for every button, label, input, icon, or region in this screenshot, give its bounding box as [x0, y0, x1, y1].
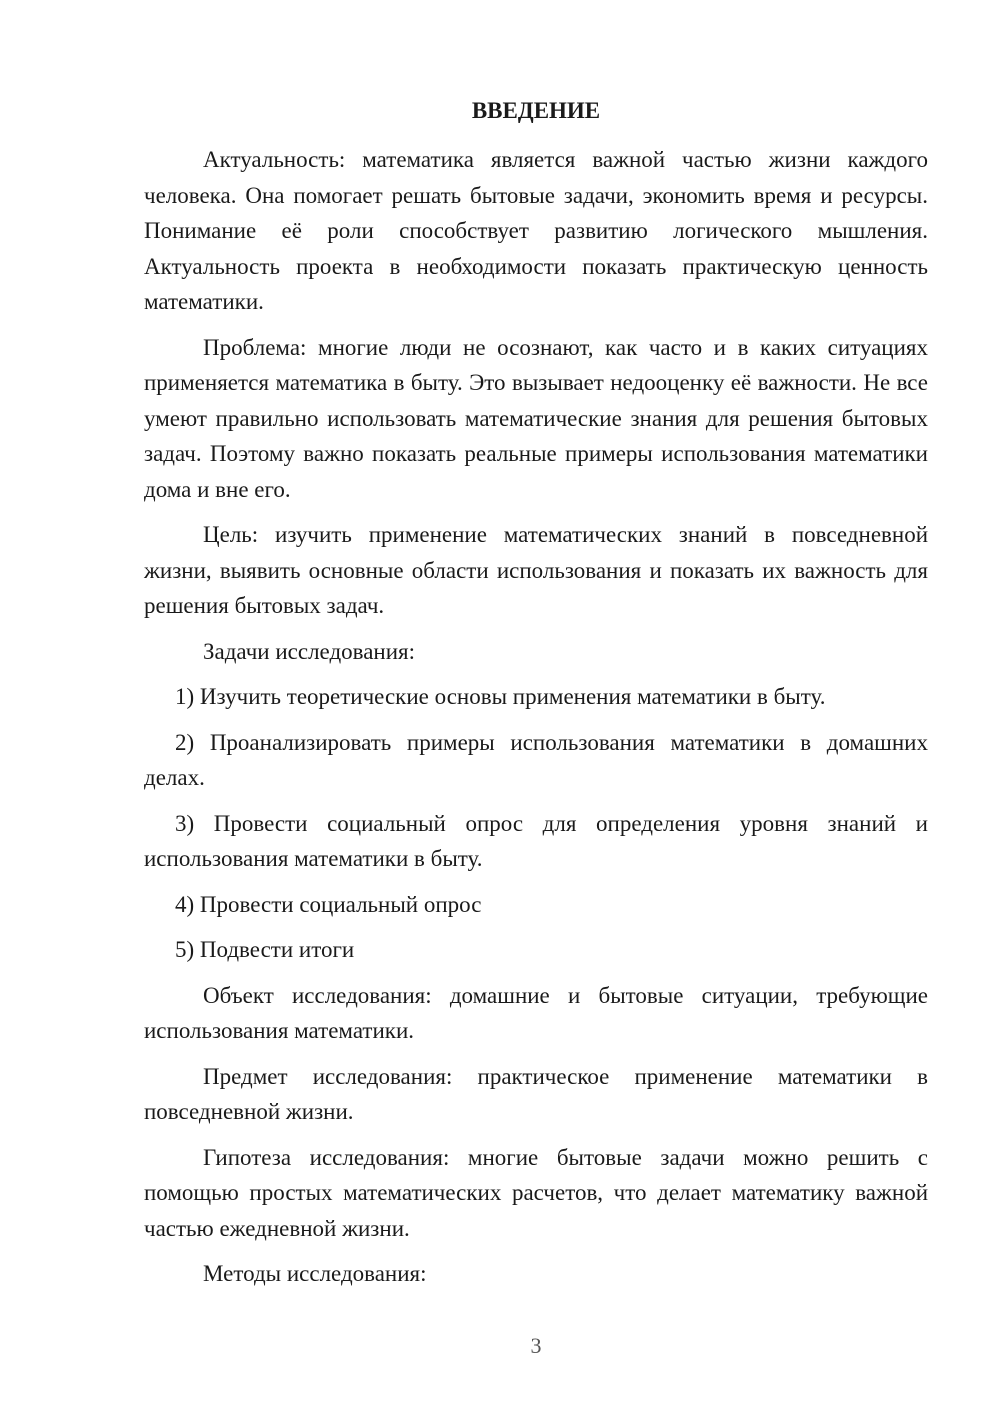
task-item-4: 4) Провести социальный опрос	[175, 891, 482, 917]
task-item-3: 3) Провести социальный опрос для определения уровня знаний и использования математики в быту.	[144, 810, 928, 871]
paragraph-methods: Методы исследования:	[203, 1261, 427, 1286]
page-number: 3	[530, 1333, 542, 1358]
paragraph-hypothesis: Гипотеза исследования: многие бытовые задачи можно решить с помощью простых математических расчетов, что делает математику важной частью ежедневной жизни.	[144, 1144, 928, 1241]
paragraph-goal: Цель: изучить применение математических знаний в повседневной жизни, выявить основные области использования и показать их важность для решения бытовых задач.	[144, 522, 928, 618]
paragraph-problem: Проблема: многие люди не осознают, как часто и в каких ситуациях применяется математика в быту. Это вызывает недооценку её важности. Не все умеют правильно использовать математические знания для решения бытовых задач. Поэтому важно показать реальные примеры использования математики дома и вне его.	[144, 334, 928, 502]
section-title: ВВЕДЕНИЕ	[471, 98, 601, 123]
task-item-1: 1) Изучить теоретические основы применения математики в быту.	[175, 684, 826, 709]
document-page	[144, 0, 928, 1414]
paragraph-tasks-heading: Задачи исследования:	[203, 638, 416, 664]
task-item-5: 5) Подвести итоги	[175, 937, 355, 962]
paragraph-subject: Предмет исследования: практическое применение математики в повседневной жизни.	[144, 1063, 928, 1124]
paragraph-object: Объект исследования: домашние и бытовые ситуации, требующие использования математики.	[144, 982, 928, 1043]
task-item-2: 2) Проанализировать примеры использования математики в домашних делах.	[144, 729, 928, 790]
paragraph-relevance: Актуальность: математика является важной частью жизни каждого человека. Она помогает решать бытовые задачи, экономить время и ресурсы. Понимание её роли способствует развитию логического мышления. Актуальность проекта в необходимости показать практическую ценность математики.	[144, 147, 928, 314]
document-body	[144, 142, 928, 1302]
